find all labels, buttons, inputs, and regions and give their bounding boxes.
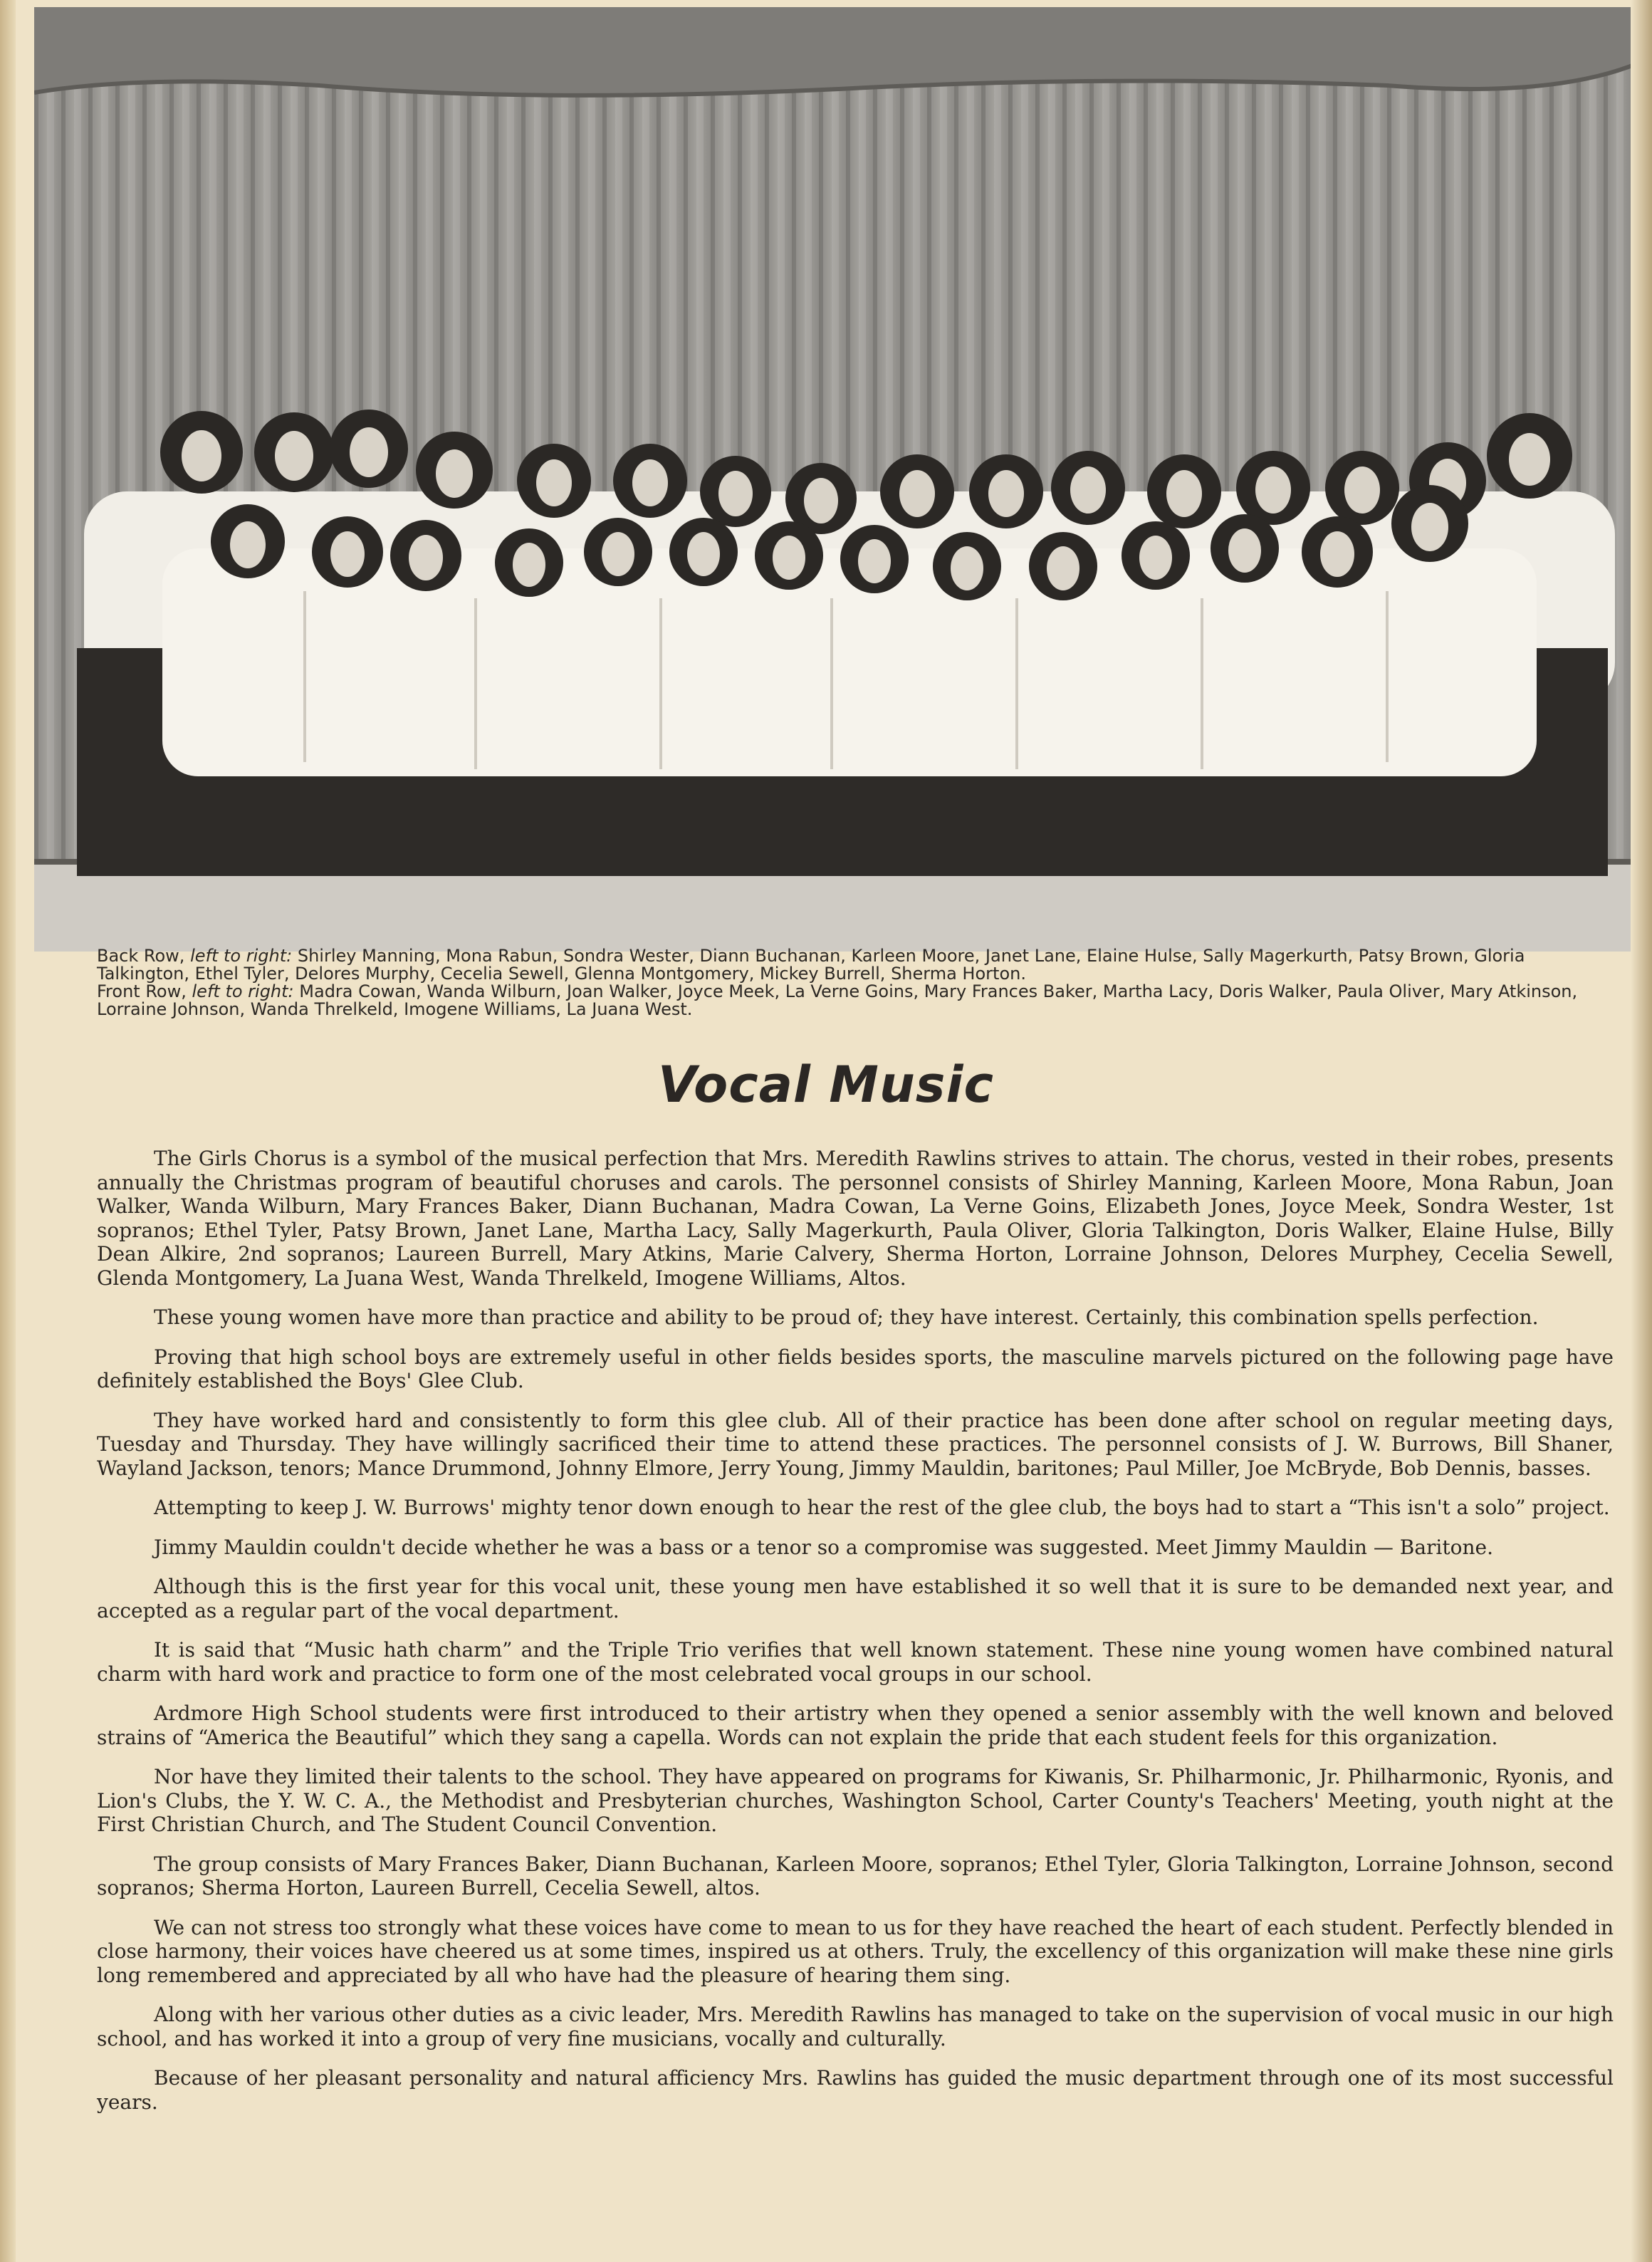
page-title: Vocal Music	[658, 1056, 994, 1114]
back-row-names: Shirley Manning, Mona Rabun, Sondra Wester, Diann Buchanan, Karleen Moore, Janet Lane, Elaine Hulse, Sally Magerkurth, Patsy Brown, Gloria Talkington, Ethel Tyler, Delores Murphy, Cecelia Sewell, Glenna Montgomery, Mickey Burrell, Sherma Horton.	[97, 946, 1525, 984]
paragraph: These young women have more than practice and ability to be proud of; they have interest. Certainly, this combination spells perfection.	[154, 1305, 1539, 1329]
page-edge	[0, 0, 16, 2262]
paragraph: They have worked hard and consistently to form this glee club. All of their practice has been done after school on regular meeting days, Tuesday and Thursday. They have willingly sacrificed their time to attend these practices. The personnel consists of J. W. Burrows, Bill Shaner, Wayland Jackson, tenors; Mance Drummond, Johnny Elmore, Jerry Young, Jimmy Mauldin, baritones; Paul Miller, Joe McBryde, Bob Dennis, basses.	[97, 1408, 1614, 1480]
article-body	[97, 1147, 1614, 2114]
page-right-edge	[1631, 0, 1652, 2262]
paragraph: Ardmore High School students were first introduced to their artistry when they opened a senior assembly with the well known and beloved strains of “America the Beautiful” which they sang a capella. Words can not explain the pride that each student feels for this organization.	[97, 1701, 1614, 1749]
front-row-names: Madra Cowan, Wanda Wilburn, Joan Walker, Joyce Meek, La Verne Goins, Mary Frances Baker, Martha Lacy, Doris Walker, Paula Oliver, Mary Atkinson, Lorraine Johnson, Wanda Threlkeld, Imogene Williams, La Juana West.	[97, 981, 1578, 1019]
paragraph: The Girls Chorus is a symbol of the musical perfection that Mrs. Meredith Rawlins strives to attain. The chorus, vested in their robes, presents annually the Christmas program of beautiful choruses and carols. The personnel consists of Shirley Manning, Karleen Moore, Mona Rabun, Joan Walker, Wanda Wilburn, Mary Frances Baker, Diann Buchanan, Madra Cowan, La Verne Goins, Elizabeth Jones, Joyce Meek, Sondra Wester, 1st sopranos; Ethel Tyler, Patsy Brown, Janet Lane, Martha Lacy, Sally Magerkurth, Paula Oliver, Gloria Talkington, Doris Walker, Elaine Hulse, Billy Dean Alkire, 2nd sopranos; Laureen Burrell, Mary Atkins, Marie Calvery, Sherma Horton, Lorraine Johnson, Delores Murphey, Cecelia Sewell, Glenda Montgomery, La Juana West, Wanda Threlkeld, Imogene Williams, Altos.	[97, 1147, 1614, 1290]
back-row-label: Back Row,	[97, 946, 185, 966]
paragraph: Attempting to keep J. W. Burrows' mighty tenor down enough to hear the rest of the glee club, the boys had to start a “This isn't a solo” project.	[154, 1496, 1610, 1519]
choir-photo-illustration	[34, 7, 1652, 952]
paragraph: Along with her various other duties as a civic leader, Mrs. Meredith Rawlins has managed to take on the supervision of vocal music in our high school, and has worked it into a group of very fine musicians, vocally and culturally.	[97, 2003, 1614, 2050]
back-row-direction: left to right:	[190, 946, 293, 966]
paragraph: The group consists of Mary Frances Baker, Diann Buchanan, Karleen Moore, sopranos; Ethel Tyler, Gloria Talkington, Lorraine Johnson, second sopranos; Sherma Horton, Laureen Burrell, Cecelia Sewell, altos.	[97, 1852, 1614, 1899]
paragraph: Nor have they limited their talents to the school. They have appeared on programs for Kiwanis, Sr. Philharmonic, Jr. Philharmonic, Ryonis, and Lion's Clubs, the Y. W. C. A., the Methodist and Presbyterian churches, Washington School, Carter County's Teachers' Meeting, youth night at the First Christian Church, and The Student Council Convention.	[97, 1765, 1614, 1836]
caption-front-row	[97, 983, 1614, 1018]
photo-caption	[97, 947, 1614, 1018]
choir-photo	[34, 7, 1652, 952]
front-row-direction: left to right:	[192, 981, 294, 1001]
caption-back-row	[97, 947, 1614, 983]
paragraph: Jimmy Mauldin couldn't decide whether he was a bass or a tenor so a compromise was suggested. Meet Jimmy Mauldin — Baritone.	[154, 1535, 1493, 1559]
paragraph: Because of her pleasant personality and natural afficiency Mrs. Rawlins has guided the music department through one of its most successful years.	[97, 2066, 1614, 2114]
front-row-label: Front Row,	[97, 981, 187, 1001]
paragraph: Proving that high school boys are extremely useful in other fields besides sports, the masculine marvels pictured on the following page have definitely established the Boys' Glee Club.	[97, 1345, 1614, 1392]
paragraph: Although this is the first year for this vocal unit, these young men have established it so well that it is sure to be demanded next year, and accepted as a regular part of the vocal department.	[97, 1575, 1614, 1622]
paragraph: It is said that “Music hath charm” and the Triple Trio verifies that well known statement. These nine young women have combined natural charm with hard work and practice to form one of the most celebrated vocal groups in our school.	[97, 1638, 1614, 1686]
paragraph: We can not stress too strongly what these voices have come to mean to us for they have reached the heart of each student. Perfectly blended in close harmony, their voices have cheered us at some times, inspired us at others. Truly, the excellency of this organization will make these nine girls long remembered and appreciated by all who have had the pleasure of hearing them sing.	[97, 1915, 1614, 1987]
